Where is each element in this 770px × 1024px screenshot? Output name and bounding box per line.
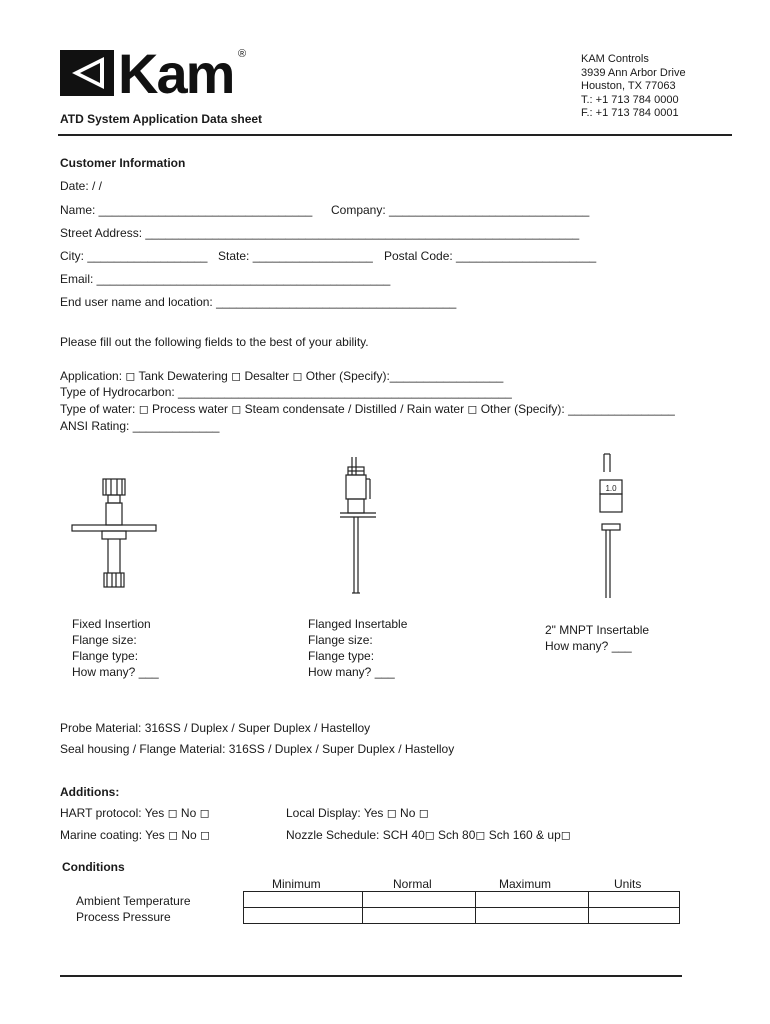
additions-heading: Additions: — [60, 785, 120, 799]
address-line: T.: +1 713 784 0000 — [581, 93, 679, 106]
application-options[interactable]: Application: ◻ Tank Dewatering ◻ Desalter ◻ Other (Specify):_________________ — [60, 369, 504, 383]
caption-line: Fixed Insertion — [72, 617, 151, 631]
table-row — [244, 892, 680, 908]
caption-line[interactable]: Flange type: — [308, 649, 375, 663]
table-cell[interactable] — [589, 892, 680, 908]
address-line: KAM Controls — [581, 53, 649, 65]
conditions-table — [243, 891, 680, 924]
fixed-insertion-caption — [72, 616, 159, 680]
mnpt-insertable-caption — [545, 622, 649, 654]
customer-info-heading: Customer Information — [60, 156, 186, 170]
registered-mark: ® — [238, 48, 247, 60]
flanged-insertable-caption — [308, 616, 407, 680]
hart-protocol-option[interactable]: HART protocol: Yes ◻ No ◻ — [60, 806, 210, 820]
email-field[interactable]: Email: ____________________________________________ — [60, 272, 391, 286]
row-label-ambient-temperature: Ambient Temperature — [76, 894, 191, 908]
name-field[interactable]: Name: ________________________________ — [60, 203, 313, 217]
column-header-maximum: Maximum — [499, 877, 552, 891]
seal-material-options[interactable]: Seal housing / Flange Material: 316SS / Duplex / Super Duplex / Hastelloy — [60, 742, 455, 756]
column-header-minimum: Minimum — [272, 877, 321, 891]
column-header-units: Units — [614, 877, 642, 891]
company-field[interactable]: Company: ______________________________ — [331, 203, 590, 217]
ansi-rating-field[interactable]: ANSI Rating: _____________ — [60, 419, 220, 433]
city-field[interactable]: City: __________________ — [60, 249, 208, 263]
conditions-heading: Conditions — [62, 860, 125, 874]
address-line: 3939 Ann Arbor Drive — [581, 66, 686, 79]
postal-code-field[interactable]: Postal Code: _____________________ — [384, 249, 597, 263]
flanged-insertable-probe-drawing — [330, 455, 390, 600]
table-row — [244, 908, 680, 924]
table-cell[interactable] — [244, 908, 363, 924]
instructions-text: Please fill out the following fields to the best of your ability. — [60, 335, 369, 349]
caption-line[interactable]: Flange size: — [72, 633, 137, 647]
nozzle-schedule-option[interactable]: Nozzle Schedule: SCH 40◻ Sch 80◻ Sch 160 & up◻ — [286, 828, 571, 842]
probe-material-options[interactable]: Probe Material: 316SS / Duplex / Super Duplex / Hastelloy — [60, 721, 371, 735]
date-field[interactable]: Date: / / — [60, 179, 103, 193]
table-cell[interactable] — [363, 908, 476, 924]
caption-line: Flanged Insertable — [308, 617, 408, 631]
state-field[interactable]: State: __________________ — [218, 249, 373, 263]
marine-coating-option[interactable]: Marine coating: Yes ◻ No ◻ — [60, 828, 210, 842]
company-address — [581, 53, 686, 121]
footer-divider — [60, 975, 682, 977]
hydrocarbon-type-field[interactable]: Type of Hydrocarbon: __________________________________________________ — [60, 385, 512, 399]
caption-line[interactable]: How many? ___ — [545, 639, 632, 653]
caption-line[interactable]: Flange size: — [308, 633, 373, 647]
kam-logo-mark-icon — [60, 50, 114, 104]
address-line: F.: +1 713 784 0001 — [581, 107, 679, 119]
water-type-options[interactable]: Type of water: ◻ Process water ◻ Steam condensate / Distilled / Rain water ◻ Other (Specify): ________________ — [60, 402, 675, 416]
row-label-process-pressure: Process Pressure — [76, 910, 171, 924]
address-line: Houston, TX 77063 — [581, 80, 676, 92]
mnpt-nut-label: 1.0 — [605, 484, 617, 493]
caption-line[interactable]: How many? ___ — [308, 665, 395, 679]
logo-wordmark: Kam — [118, 42, 234, 105]
street-address-field[interactable]: Street Address: _________________________________________________________________ — [60, 226, 580, 240]
end-user-field[interactable]: End user name and location: ____________________________________ — [60, 295, 457, 309]
fixed-insertion-probe-drawing — [60, 475, 170, 600]
table-cell[interactable] — [476, 908, 589, 924]
column-header-normal: Normal — [393, 877, 432, 891]
caption-line: 2" MNPT Insertable — [545, 623, 650, 637]
mnpt-insertable-probe-drawing — [592, 450, 632, 600]
table-cell[interactable] — [476, 892, 589, 908]
page-title: ATD System Application Data sheet — [60, 112, 263, 126]
header-divider — [58, 134, 732, 136]
table-cell[interactable] — [363, 892, 476, 908]
table-cell[interactable] — [244, 892, 363, 908]
caption-line[interactable]: How many? ___ — [72, 665, 159, 679]
local-display-option[interactable]: Local Display: Yes ◻ No ◻ — [286, 806, 429, 820]
table-cell[interactable] — [589, 908, 680, 924]
caption-line[interactable]: Flange type: — [72, 649, 139, 663]
